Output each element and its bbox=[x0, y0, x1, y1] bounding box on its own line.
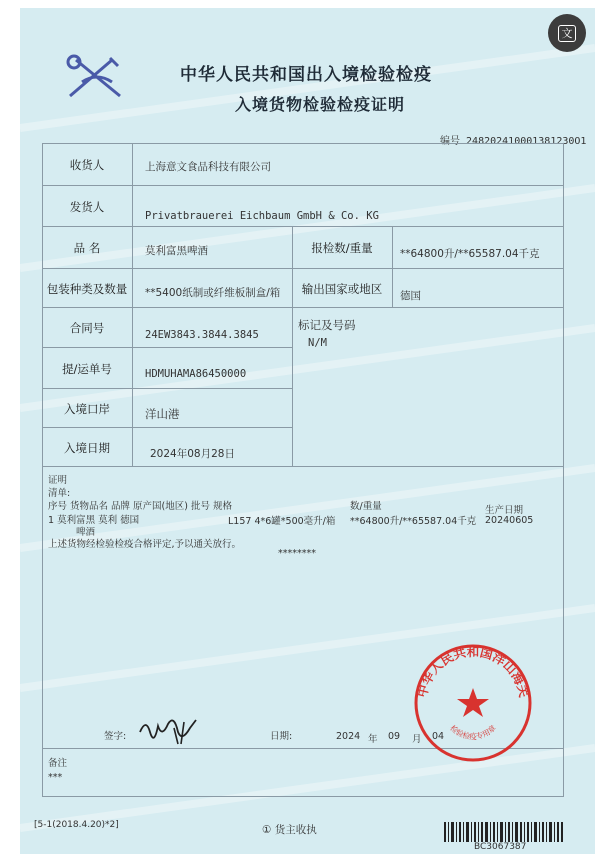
marks-value: N/M bbox=[308, 337, 327, 349]
sign-date-month-unit: 月 bbox=[412, 734, 422, 745]
form-code: [5-1(2018.4.20)*2] bbox=[34, 820, 119, 830]
origin-value: 德国 bbox=[400, 290, 421, 302]
quantity-value: **64800升/**65587.04千克 bbox=[400, 248, 540, 260]
svg-text:检验检疫专用章 bbox=[448, 722, 498, 741]
signature-mark bbox=[136, 712, 198, 748]
consignor-label: 发货人 bbox=[69, 200, 105, 214]
list-item-row: 1 莫利富黑 莫利 德国 bbox=[48, 515, 140, 526]
document-subtitle: 入境货物检验检疫证明 bbox=[235, 95, 406, 114]
copy-label: ① 货主收执 bbox=[262, 824, 317, 836]
sign-date-month: 09 bbox=[388, 731, 401, 742]
sign-date-label: 日期: bbox=[270, 731, 293, 742]
origin-label: 输出国家或地区 bbox=[301, 282, 383, 296]
certificate-number: 编号 248202410001381230O1 bbox=[440, 136, 587, 147]
document-title: 中华人民共和国出入境检验检疫 bbox=[180, 65, 432, 85]
certification-statement: 上述货物经检验检疫合格评定,予以通关放行。 bbox=[48, 539, 242, 550]
barcode-number: BC3067387 bbox=[474, 842, 527, 852]
product-value: 莫利富黑啤酒 bbox=[145, 245, 208, 257]
list-item-batch: L157 4*6罐*500毫升/箱 bbox=[228, 516, 336, 527]
consignee-value: 上海意文食品科技有限公司 bbox=[145, 161, 271, 173]
marks-label: 标记及号码 bbox=[298, 318, 356, 332]
port-value: 洋山港 bbox=[145, 407, 180, 421]
customs-emblem-icon bbox=[62, 52, 132, 104]
barcode bbox=[444, 822, 564, 842]
list-item-row-continued: 啤酒 bbox=[76, 527, 96, 538]
certification-label: 证明 bbox=[48, 475, 68, 486]
seal-text: 中华人民共和国洋山海关 bbox=[414, 644, 532, 699]
seal-subtext: 检验检疫专用章 bbox=[448, 723, 498, 741]
notes-value: *** bbox=[48, 772, 63, 783]
stars-separator: ******** bbox=[278, 548, 316, 559]
list-label: 清单: bbox=[48, 488, 71, 499]
bl-value: HDMUHAMA86450000 bbox=[145, 368, 247, 380]
date-value: 2024年08月28日 bbox=[150, 448, 235, 460]
list-header-quantity: 数/重量 bbox=[350, 501, 382, 512]
signature-label: 签字: bbox=[104, 731, 127, 742]
sign-date-year: 2024 bbox=[336, 731, 361, 742]
list-item-production-date: 20240605 bbox=[485, 515, 534, 526]
contract-label: 合同号 bbox=[69, 321, 105, 335]
contract-value: 24EW3843.3844.3845 bbox=[145, 329, 259, 341]
translate-icon[interactable]: 文 bbox=[548, 14, 586, 52]
list-item-quantity: **64800升/**65587.04千克 bbox=[350, 516, 477, 527]
bl-label: 提/运单号 bbox=[62, 362, 112, 376]
quantity-label: 报检数/重量 bbox=[311, 241, 373, 255]
sign-date-year-unit: 年 bbox=[368, 734, 378, 745]
list-header-production-date: 生产日期 bbox=[485, 505, 524, 516]
list-header-row: 序号 货物品名 品牌 原产国(地区) 批号 规格 bbox=[48, 501, 233, 512]
packing-value: **5400纸制或纤维板制盒/箱 bbox=[145, 287, 281, 299]
official-seal bbox=[412, 642, 534, 764]
date-label: 入境日期 bbox=[64, 441, 110, 455]
product-label: 品 名 bbox=[73, 241, 101, 255]
sign-date-day: 04 bbox=[432, 731, 445, 742]
consignor-value: Privatbrauerei Eichbaum GmbH & Co. KG bbox=[145, 210, 379, 222]
port-label: 入境口岸 bbox=[64, 402, 110, 416]
consignee-label: 收货人 bbox=[69, 158, 105, 172]
packing-label: 包装种类及数量 bbox=[46, 282, 128, 296]
notes-label: 备注 bbox=[48, 758, 68, 769]
